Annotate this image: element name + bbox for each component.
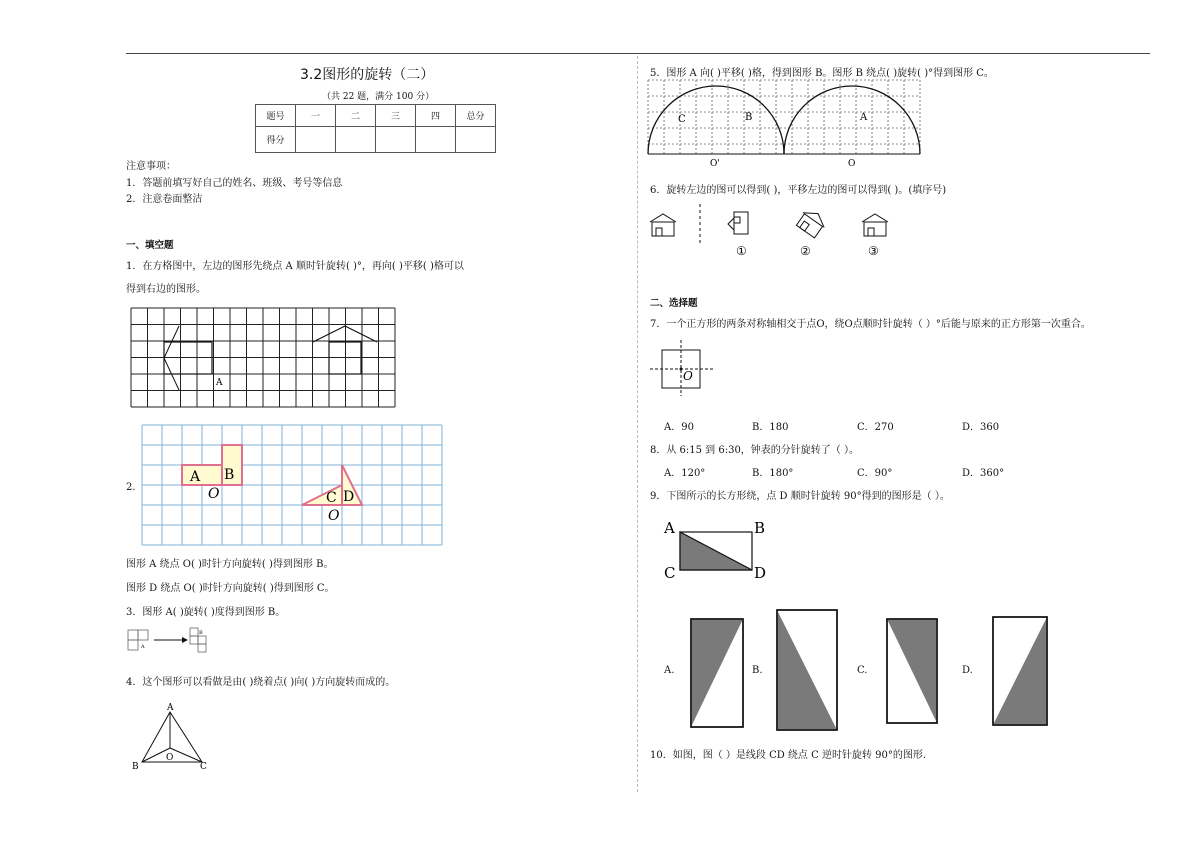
q5-label-o: O	[848, 159, 856, 169]
q7-text: 7．一个正方形的两条对称轴相交于点O，绕O点顺时针旋转（ ）°后能与原来的正方形第一次重合。	[650, 319, 1091, 330]
score-header-cell: 四	[416, 105, 456, 127]
page-subtitle: （共 22 题，满分 100 分）	[322, 92, 435, 102]
q8-choice-b[interactable]: B．180°	[752, 468, 794, 479]
score-header-cell: 二	[336, 105, 376, 127]
q9-label-d: D	[754, 564, 767, 582]
q9-choice-d-label[interactable]: D.	[962, 665, 973, 676]
q8-text: 8．从 6:15 到 6:30，钟表的分针旋转了（ ）。	[650, 445, 859, 456]
score-header-cell: 一	[296, 105, 336, 127]
q2-label-b: B	[224, 467, 235, 483]
q9-label-b: B	[754, 519, 766, 537]
q3-text: 3．图形 A( )旋转( )度得到图形 B。	[126, 607, 286, 618]
q9-choice-c-label[interactable]: C.	[857, 665, 868, 676]
score-input-cell[interactable]	[376, 127, 416, 153]
q9-choice-b-label[interactable]: B.	[752, 665, 763, 676]
q2-number: 2.	[126, 482, 136, 493]
q5-text: 5．图形 A 向( )平移( )格，得到图形 B。图形 B 绕点( )旋转( )°得到图形 C。	[650, 68, 994, 79]
q10-text: 10．如图，图（ ）是线段 CD 绕点 C 逆时针旋转 90°的图形.	[650, 750, 927, 761]
q6-option-2: ②	[800, 244, 811, 258]
q7-choice-d[interactable]: D．360	[962, 422, 1000, 433]
q2-label-a: A	[190, 469, 201, 485]
top-rule	[126, 53, 1150, 54]
score-input-cell[interactable]	[336, 127, 376, 153]
q2-label-c: C	[326, 490, 337, 506]
note-item: 1．答题前填写好自己的姓名、班级、考号等信息	[126, 178, 343, 189]
q4-label-b: B	[132, 762, 139, 772]
q3-figure	[128, 627, 208, 657]
score-header-cell: 总分	[456, 105, 496, 127]
q2-label-d: D	[343, 489, 355, 505]
q8-choice-c[interactable]: C．90°	[857, 468, 893, 479]
q7-square-figure	[648, 338, 718, 398]
note-item: 2．注意卷面整洁	[126, 194, 203, 205]
q4-label-o: O	[166, 753, 174, 763]
q4-label-a: A	[167, 703, 174, 713]
q8-choice-d[interactable]: D．360°	[962, 468, 1005, 479]
q3-label-a: A	[141, 644, 145, 650]
q2-text: 图形 D 绕点 O( )时针方向旋转( )得到图形 C。	[126, 583, 335, 594]
q7-choice-a[interactable]: A．90	[664, 422, 694, 433]
q6-option-3: ③	[868, 244, 879, 258]
notes-heading: 注意事项：	[126, 161, 176, 172]
score-input-cell[interactable]	[416, 127, 456, 153]
q9-choice-d-figure[interactable]	[992, 616, 1048, 726]
q5-label-c: C	[678, 114, 686, 125]
q9-text: 9．下图所示的长方形绕，点 D 顺时针旋转 90°得到的图形是（ ）。	[650, 491, 950, 502]
q9-choice-b-figure[interactable]	[776, 609, 838, 731]
q2-label-o: O	[328, 508, 340, 524]
score-row-label: 得分	[256, 127, 296, 153]
q4-label-c: C	[200, 762, 207, 772]
section-heading-fill: 一、填空题	[126, 240, 174, 251]
q8-choice-a[interactable]: A．120°	[664, 468, 706, 479]
section-heading-choice: 二、选择题	[650, 298, 698, 309]
q4-text: 4．这个图形可以看做是由( )绕着点( )向( )方向旋转而成的。	[126, 677, 396, 688]
q9-choice-c-figure[interactable]	[886, 618, 938, 724]
q6-house-figure	[648, 202, 898, 262]
q1-text: 1．在方格图中，左边的图形先绕点 A 顺时针旋转( )°，再向( )平移( )格可以	[126, 261, 464, 272]
q6-option-1: ①	[736, 244, 747, 258]
q9-label-a: A	[664, 519, 675, 537]
q9-choice-a-label[interactable]: A.	[664, 665, 675, 676]
q5-label-o-prime: O'	[710, 159, 720, 169]
score-header-cell: 三	[376, 105, 416, 127]
score-header-cell: 题号	[256, 105, 296, 127]
q9-label-c: C	[664, 564, 676, 582]
q5-label-b: B	[745, 112, 753, 123]
q1-point-label: A	[216, 378, 223, 388]
q7-choice-c[interactable]: C．270	[857, 422, 894, 433]
q7-choice-b[interactable]: B．180	[752, 422, 789, 433]
q7-label-o: O	[683, 369, 693, 383]
q2-text: 图形 A 绕点 O( )时针方向旋转( )得到图形 B。	[126, 559, 334, 570]
q1-text-cont: 得到右边的图形。	[126, 284, 206, 295]
q5-semicircle-figure	[648, 80, 923, 170]
q3-label-b: B	[199, 630, 203, 636]
q1-grid-figure	[131, 308, 397, 408]
score-input-cell[interactable]	[296, 127, 336, 153]
column-divider	[637, 56, 639, 792]
q9-choice-a-figure[interactable]	[690, 618, 744, 728]
score-table	[255, 104, 496, 153]
score-input-cell[interactable]	[456, 127, 496, 153]
q2-grid-figure	[142, 425, 442, 547]
q4-triangle-figure	[132, 702, 212, 772]
q6-text: 6．旋转左边的图可以得到( )，平移左边的图可以得到( )。(填序号)	[650, 185, 947, 196]
page-title: 3.2图形的旋转（二）	[300, 67, 435, 83]
q9-rectangle-figure	[660, 516, 775, 584]
q2-label-o: O	[208, 486, 220, 502]
q5-label-a: A	[860, 112, 868, 123]
